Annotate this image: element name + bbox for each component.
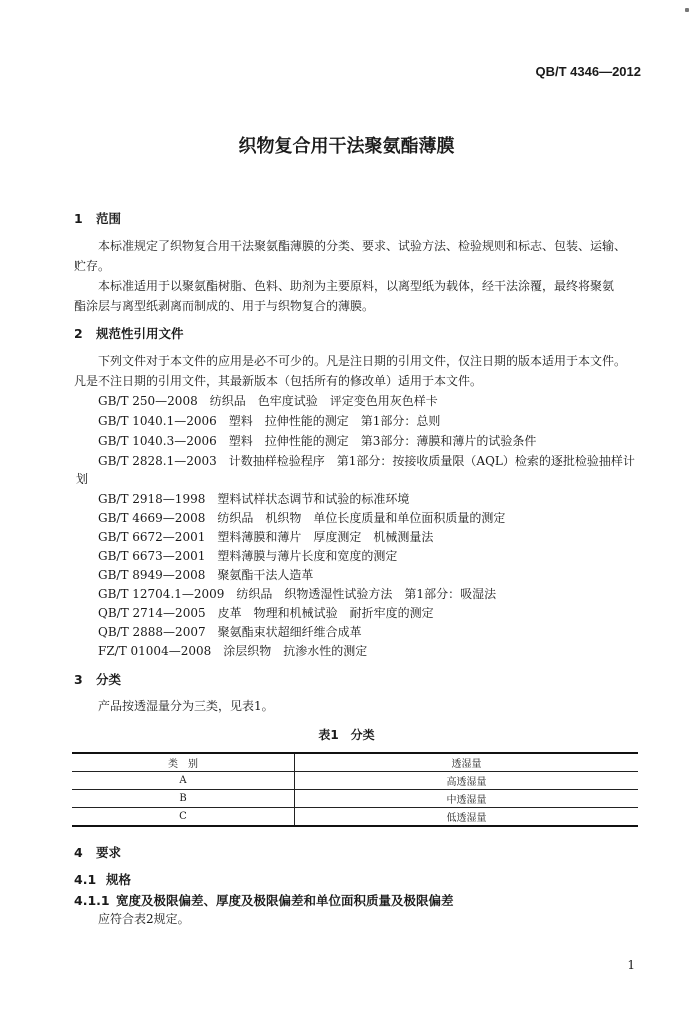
standard-code: QB/T 4346—2012 (535, 64, 641, 79)
section-2-title: 规范性引用文件 (96, 326, 184, 341)
section-1-title: 范围 (96, 211, 122, 226)
page-number: 1 (627, 958, 635, 972)
reference-item: GB/T 8949—2008 聚氨酯干法人造革 (98, 568, 314, 582)
s1-para2-line2: 酯涂层与离型纸剥离而制成的、用于与织物复合的薄膜。 (74, 299, 375, 313)
section-1-number: 1 (74, 211, 83, 226)
section-4-number: 4 (74, 845, 83, 860)
table-row (72, 772, 638, 790)
table-cell-permeability: 高透湿量 (295, 772, 639, 790)
reference-item: GB/T 250—2008 纺织品 色牢度试验 评定变色用灰色样卡 (98, 394, 438, 408)
s2-intro-line2: 凡是不注日期的引用文件，其最新版本（包括所有的修改单）适用于本文件。 (74, 374, 483, 388)
s1-para1-line2: 贮存。 (74, 259, 111, 273)
reference-item-continuation: 划 (76, 472, 89, 486)
section-2-heading (74, 324, 184, 342)
table-cell-permeability: 低透湿量 (295, 808, 639, 827)
section-3-number: 3 (74, 672, 83, 687)
s3-paragraph: 产品按透湿量分为三类，见表1。 (98, 699, 274, 713)
table-cell-category: B (72, 790, 295, 808)
table-1 (72, 752, 638, 827)
reference-item: GB/T 6673—2001 塑料薄膜与薄片长度和宽度的测定 (98, 549, 398, 563)
section-3-title: 分类 (96, 672, 122, 687)
section-3-heading (74, 670, 121, 688)
subsection-4-1-title: 规格 (106, 872, 132, 887)
subsection-4-1-1-text: 应符合表2规定。 (98, 912, 190, 926)
subsection-4-1-1-number: 4.1.1 (74, 893, 110, 908)
subsection-4-1-1-title: 宽度及极限偏差、厚度及极限偏差和单位面积质量及极限偏差 (116, 893, 454, 908)
s1-para1-line1: 本标准规定了织物复合用干法聚氨酯薄膜的分类、要求、试验方法、检验规则和标志、包装、运输、 (98, 239, 627, 253)
table-cell-category: C (72, 808, 295, 827)
s1-para2-line1: 本标准适用于以聚氨酯树脂、色料、助剂为主要原料，以离型纸为载体，经干法涂覆，最终将聚氨 (98, 279, 615, 293)
table-1-caption: 表1 分类 (318, 728, 375, 742)
table-header-category: 类 别 (72, 753, 295, 772)
section-4-heading (74, 843, 121, 861)
table-row (72, 808, 638, 827)
reference-item: GB/T 2918—1998 塑料试样状态调节和试验的标准环境 (98, 492, 410, 506)
reference-item: GB/T 4669—2008 纺织品 机织物 单位长度质量和单位面积质量的测定 (98, 511, 506, 525)
table-cell-permeability: 中透湿量 (295, 790, 639, 808)
reference-item: FZ/T 01004—2008 涂层织物 抗渗水性的测定 (98, 644, 368, 658)
section-2-number: 2 (74, 326, 83, 341)
subsection-4-1-heading (74, 870, 131, 888)
reference-item: GB/T 6672—2001 塑料薄膜和薄片 厚度测定 机械测量法 (98, 530, 434, 544)
section-4-title: 要求 (96, 845, 122, 860)
document-title: 织物复合用干法聚氨酯薄膜 (238, 136, 455, 157)
reference-item: QB/T 2714—2005 皮革 物理和机械试验 耐折牢度的测定 (98, 606, 434, 620)
section-1-heading (74, 209, 121, 227)
table-header-row (72, 753, 638, 772)
reference-item: GB/T 12704.1—2009 纺织品 织物透湿性试验方法 第1部分：吸湿法 (98, 587, 497, 601)
subsection-4-1-number: 4.1 (74, 872, 97, 887)
reference-item: GB/T 2828.1—2003 计数抽样检验程序 第1部分：按接收质量限（AQL）检索的逐批检验抽样计 (98, 454, 635, 468)
reference-item: GB/T 1040.3—2006 塑料 拉伸性能的测定 第3部分：薄膜和薄片的试验条件 (98, 434, 537, 448)
reference-item: GB/T 1040.1—2006 塑料 拉伸性能的测定 第1部分：总则 (98, 414, 441, 428)
table-row (72, 790, 638, 808)
table-cell-category: A (72, 772, 295, 790)
reference-item: QB/T 2888—2007 聚氨酯束状超细纤维合成革 (98, 625, 362, 639)
table-header-permeability: 透湿量 (295, 753, 639, 772)
s2-intro-line1: 下列文件对于本文件的应用是必不可少的。凡是注日期的引用文件，仅注日期的版本适用于本文件。 (98, 354, 627, 368)
scan-speck (685, 8, 689, 12)
subsection-4-1-1-heading (74, 891, 454, 909)
